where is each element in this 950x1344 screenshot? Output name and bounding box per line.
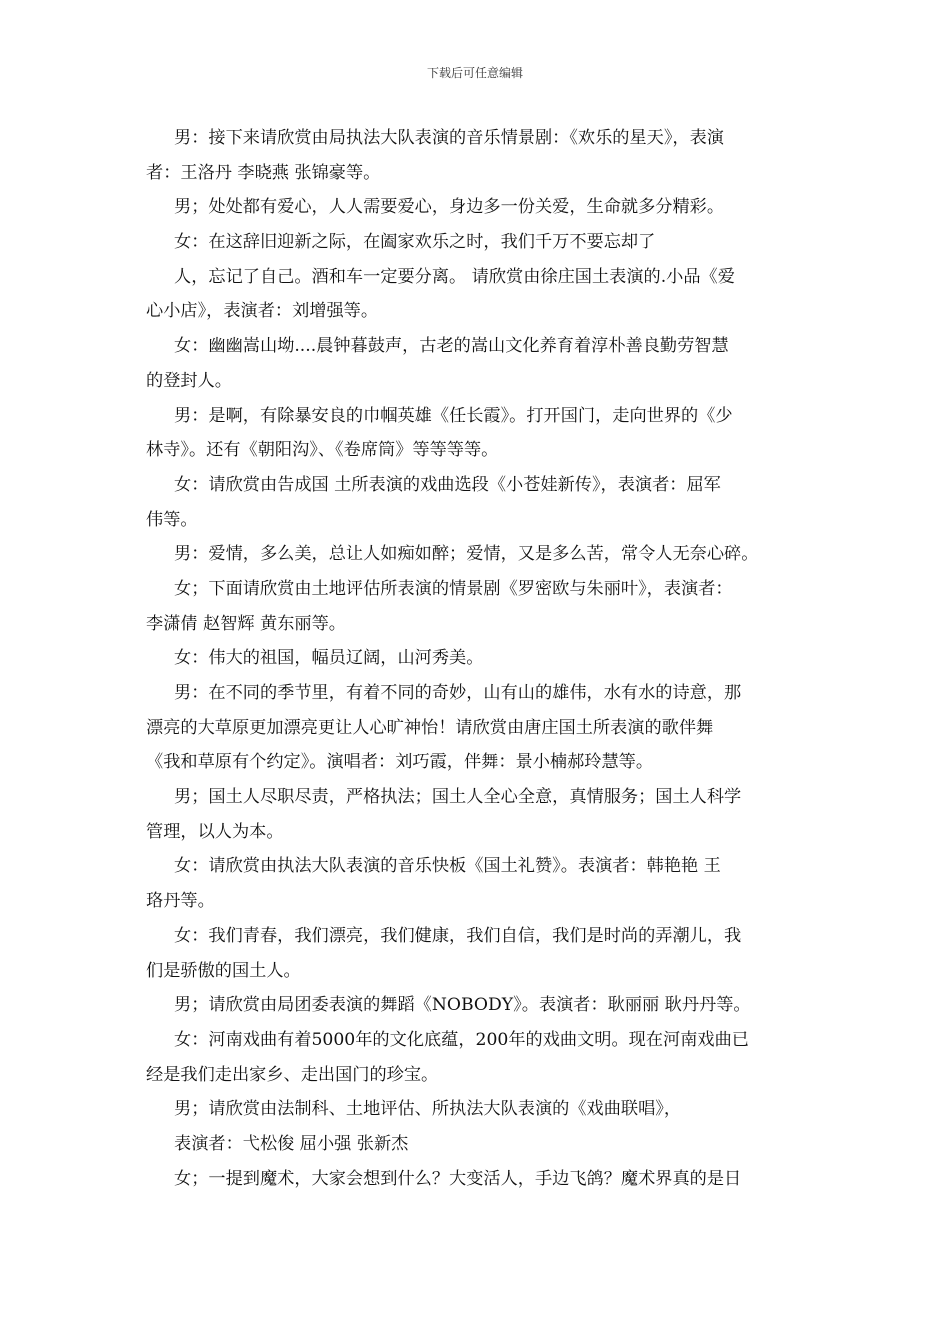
- text-line: 漂亮的大草原更加漂亮更让人心旷神怡！请欣赏由唐庄国土所表演的歌伴舞: [146, 717, 714, 738]
- text-line: 们是骄傲的国土人。: [146, 960, 301, 981]
- text-line: 人，忘记了自己。酒和车一定要分离。 请欣赏由徐庄国土表演的.小品《爱: [174, 266, 735, 287]
- text-line: 女：我们青春，我们漂亮，我们健康，我们自信，我们是时尚的弄潮儿，我: [174, 925, 742, 946]
- text-line: 女：请欣赏由执法大队表演的音乐快板《国土礼赞》。表演者：韩艳艳 王: [174, 856, 721, 877]
- text-line: 林寺》。还有《朝阳沟》、《卷席筒》等等等等。: [146, 440, 499, 461]
- text-line: 男；请欣赏由法制科、土地评估、所执法大队表演的《戏曲联唱》，: [174, 1099, 682, 1120]
- text-line: 男；国土人尽职尽责，严格执法；国土人全心全意，真情服务；国土人科学: [174, 787, 742, 808]
- text-line: 女：在这辞旧迎新之际，在阖家欢乐之时，我们千万不要忘却了: [174, 232, 656, 253]
- text-line: 女：河南戏曲有着5000年的文化底蕴，200年的戏曲文明。现在河南戏曲已: [174, 1029, 749, 1050]
- text-line: 者：王洛丹 李晓燕 张锦豪等。: [146, 162, 381, 183]
- text-line: 表演者：弋松俊 屈小强 张新杰: [174, 1133, 409, 1154]
- text-line: 女：伟大的祖国，幅员辽阔，山河秀美。: [174, 648, 484, 669]
- text-line: 男；请欣赏由局团委表演的舞蹈《NOBODY》。表演者：耿丽丽 耿丹丹等。: [174, 995, 751, 1016]
- text-line: 女：请欣赏由告成国 土所表演的戏曲选段《小苍娃新传》，表演者：屈军: [174, 474, 721, 495]
- text-line: 女；下面请欣赏由土地评估所表演的情景剧《罗密欧与朱丽叶》，表演者：: [174, 578, 733, 599]
- text-line: 《我和草原有个约定》。演唱者：刘巧霞，伴舞：景小楠郝玲慧等。: [146, 752, 654, 773]
- text-line: 李潇倩 赵智辉 黄东丽等。: [146, 613, 346, 634]
- text-line: 女：幽幽嵩山坳....晨钟暮鼓声，古老的嵩山文化养育着淳朴善良勤劳智慧: [174, 336, 729, 357]
- text-line: 管理，以人为本。: [146, 821, 284, 842]
- text-line: 男；处处都有爱心，人人需要爱心，身边多一份关爱，生命就多分精彩。: [174, 197, 725, 218]
- text-line: 伟等。: [146, 509, 198, 530]
- text-line: 珞丹等。: [146, 891, 215, 912]
- text-line: 经是我们走出家乡、走出国门的珍宝。: [146, 1064, 439, 1085]
- text-line: 男：在不同的季节里，有着不同的奇妙，山有山的雄伟，水有水的诗意，那: [174, 683, 742, 703]
- page-header: 下载后可任意编辑: [426, 66, 523, 80]
- text-line: 男：接下来请欣赏由局执法大队表演的音乐情景剧：《欢乐的星天》，表演: [174, 128, 724, 148]
- text-line: 男：是啊，有除暴安良的巾帼英雄《任长霞》。打开国门，走向世界的《少: [174, 405, 733, 426]
- document-body: [146, 121, 814, 1196]
- text-line: 男：爱情，多么美，总让人如痴如醉；爱情，又是多么苦，常令人无奈心碎。: [174, 544, 759, 565]
- text-line: 心小店》，表演者：刘增强等。: [146, 301, 379, 322]
- text-line: 女；一提到魔术，大家会想到什么？大变活人，手边飞鸽？魔术界真的是日: [174, 1168, 742, 1189]
- text-line: 的登封人。: [146, 370, 232, 391]
